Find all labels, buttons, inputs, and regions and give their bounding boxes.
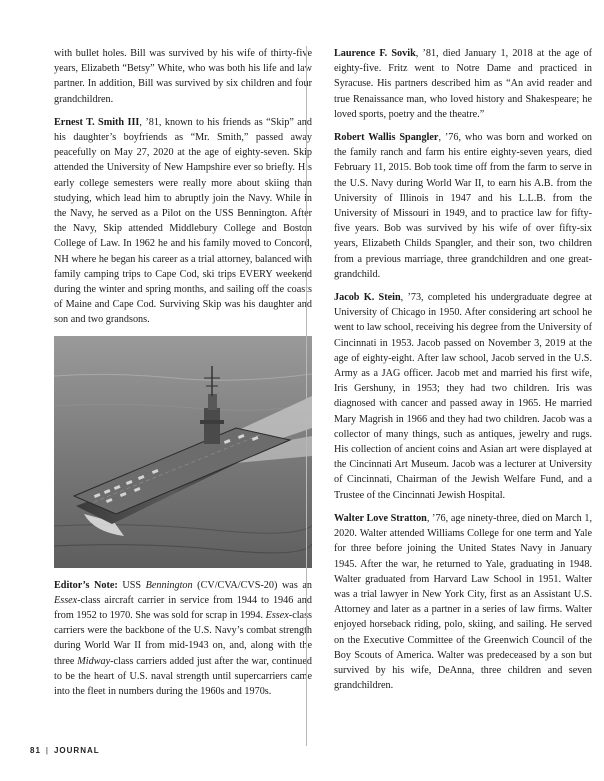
editors-note-text: -class carriers were the backbone of the U.S. Navy’s combat strength during World War II from mid-1943 on, and, along with the three [54, 610, 312, 667]
class-name: Essex [54, 594, 78, 606]
obituary-smith [54, 115, 312, 328]
class-name: Essex [265, 610, 289, 622]
footer-separator: | [45, 746, 49, 755]
editors-note-text: (CV/CVA/CVS-20) was an [192, 579, 312, 591]
editors-note-label: Editor’s Note: [54, 579, 118, 591]
obituary-continued: with bullet holes. Bill was survived by his wife of thirty-five years, Elizabeth “Betsy” White, who was both his life and law partner. In addition, Bill was survived by six children and four grandchildren. [54, 48, 312, 105]
obituary-text: , ’73, completed his undergraduate degree at University of Chicago in 1950. After considering art school he went to law school, receiving his degree from the University of Cincinnati in 1953. Jacob passed on November 3, 2019 at the age of eighty-eight. After law school, Jacob served in the U.S. Army as a JAG officer. Jacob met and married his first wife, Iris Gershuny, in 1953; they had two children. Iris was diagnosed with cancer and passed away in 1965. He married Mary Magrish in 1966 and they had two children. Jacob was a collector of many things, such as antiques, jewelry and rugs. His collection of ancient coins and Asian art were displayed at the Cincinnati Art Museum. Jacob was a lecturer at University of Cincinnati, Chairman of the Jewish Welfare Fund, and a Trustee of the Cincinnati Jewish Hospital. [334, 292, 592, 501]
obituary-text: , ’81, known to his friends as “Skip” and his daughter’s boyfriends as “Mr. Smith,” passed away peacefully on May 27, 2020 at the age of eighty-seven. Skip attended the University of New Hampshire ever so briefly. His early college semesters were really more about skiing than studying, which lead him to abruptly join the Navy. While in the Navy, he served as a Pilot on the USS Bennington. After the Navy, Skip attended Middlebury College and Boston College of Law. In 1962 he and his family moved to Concord, NH where he began his career as a trial attorney, balanced with family camping trips to Cape Cod, ski trips EVERY weekend during the winter and spring months, and sailing off the coasts of Maine and Cape Cod. Surviving Skip was his daughter and son and two grandsons. [54, 116, 312, 326]
class-name: Midway [77, 655, 111, 667]
editors-note-text: -class carriers added just after the war, continued to be the heart of U.S. naval strength until supercarriers came into the fleet in numbers during the 1960s and 1970s. [54, 655, 312, 698]
obituary-text: , ’81, died January 1, 2018 at the age of eighty-five. Fritz went to Notre Dame and practiced in Syracuse. His partners described him as “An avid reader and true Renaissance man, who loved history and Shakespeare; he loved sports, poetry and the theatre.” [334, 48, 592, 120]
obituary-name: Ernest T. Smith III [54, 116, 140, 128]
editors-note-text: -class aircraft carrier in service from 1944 to 1946 and from 1952 to 1970. She was sold for scrap in 1994. [54, 594, 312, 622]
obituary-stein [334, 290, 592, 503]
obituary-name: Jacob K. Stein [334, 292, 401, 304]
obituary-stratton [334, 511, 592, 693]
obituary-name: Robert Wallis Spangler [334, 132, 439, 144]
page-footer [30, 746, 100, 755]
obituary-sovik [334, 46, 592, 122]
editors-note [54, 578, 312, 700]
obituary-text: , ’76, age ninety-three, died on March 1, 2020. Walter attended Williams College for one term and Yale for three before joining the United States Navy in January 1945. After the war, he returned to Yale, graduating in 1948. Walter graduated from Harvard Law School in 1951. Walter was a trial lawyer in New York City, first as an Assistant U.S. Attorney and later as a partner in a series of law firms. Walter enjoyed horseback riding, polo, skiing, and sailing. He served on the Executive Committee of the Greenwich Council of the Boy Scouts of America. Walter was predeceased by a son but survived by his wife, DeAnna, three children and seven grandchildren. [334, 512, 592, 692]
aircraft-carrier-photo [54, 336, 312, 568]
editors-note-text: USS [117, 579, 146, 591]
page-number: 81 [30, 746, 41, 755]
obituary-name: Laurence F. Sovik [334, 48, 416, 59]
left-column [54, 46, 312, 707]
obituary-spangler [334, 130, 592, 282]
publication-name: JOURNAL [53, 746, 100, 755]
right-column [334, 46, 592, 701]
ship-name: Bennington [145, 579, 193, 591]
column-divider [306, 46, 307, 746]
obituary-text: , ’76, who was born and worked on the family ranch and farm his entire eighty-seven years, died February 11, 2015. Bob took time off from the farm to serve in the U.S. Navy during World War II, to earn his A.B. from the University of Illinois in 1947 and his L.L.B. from the University of Missouri in 1949, and to practice law for fifty-five years. Bob was survived by his wife of over fifty-six years, Elizabeth Childs Spangler, and their son, two children from a previous marriage, three grandchildren and one great-grandchild. [334, 132, 593, 280]
obituary-name: Walter Love Stratton [334, 512, 427, 524]
